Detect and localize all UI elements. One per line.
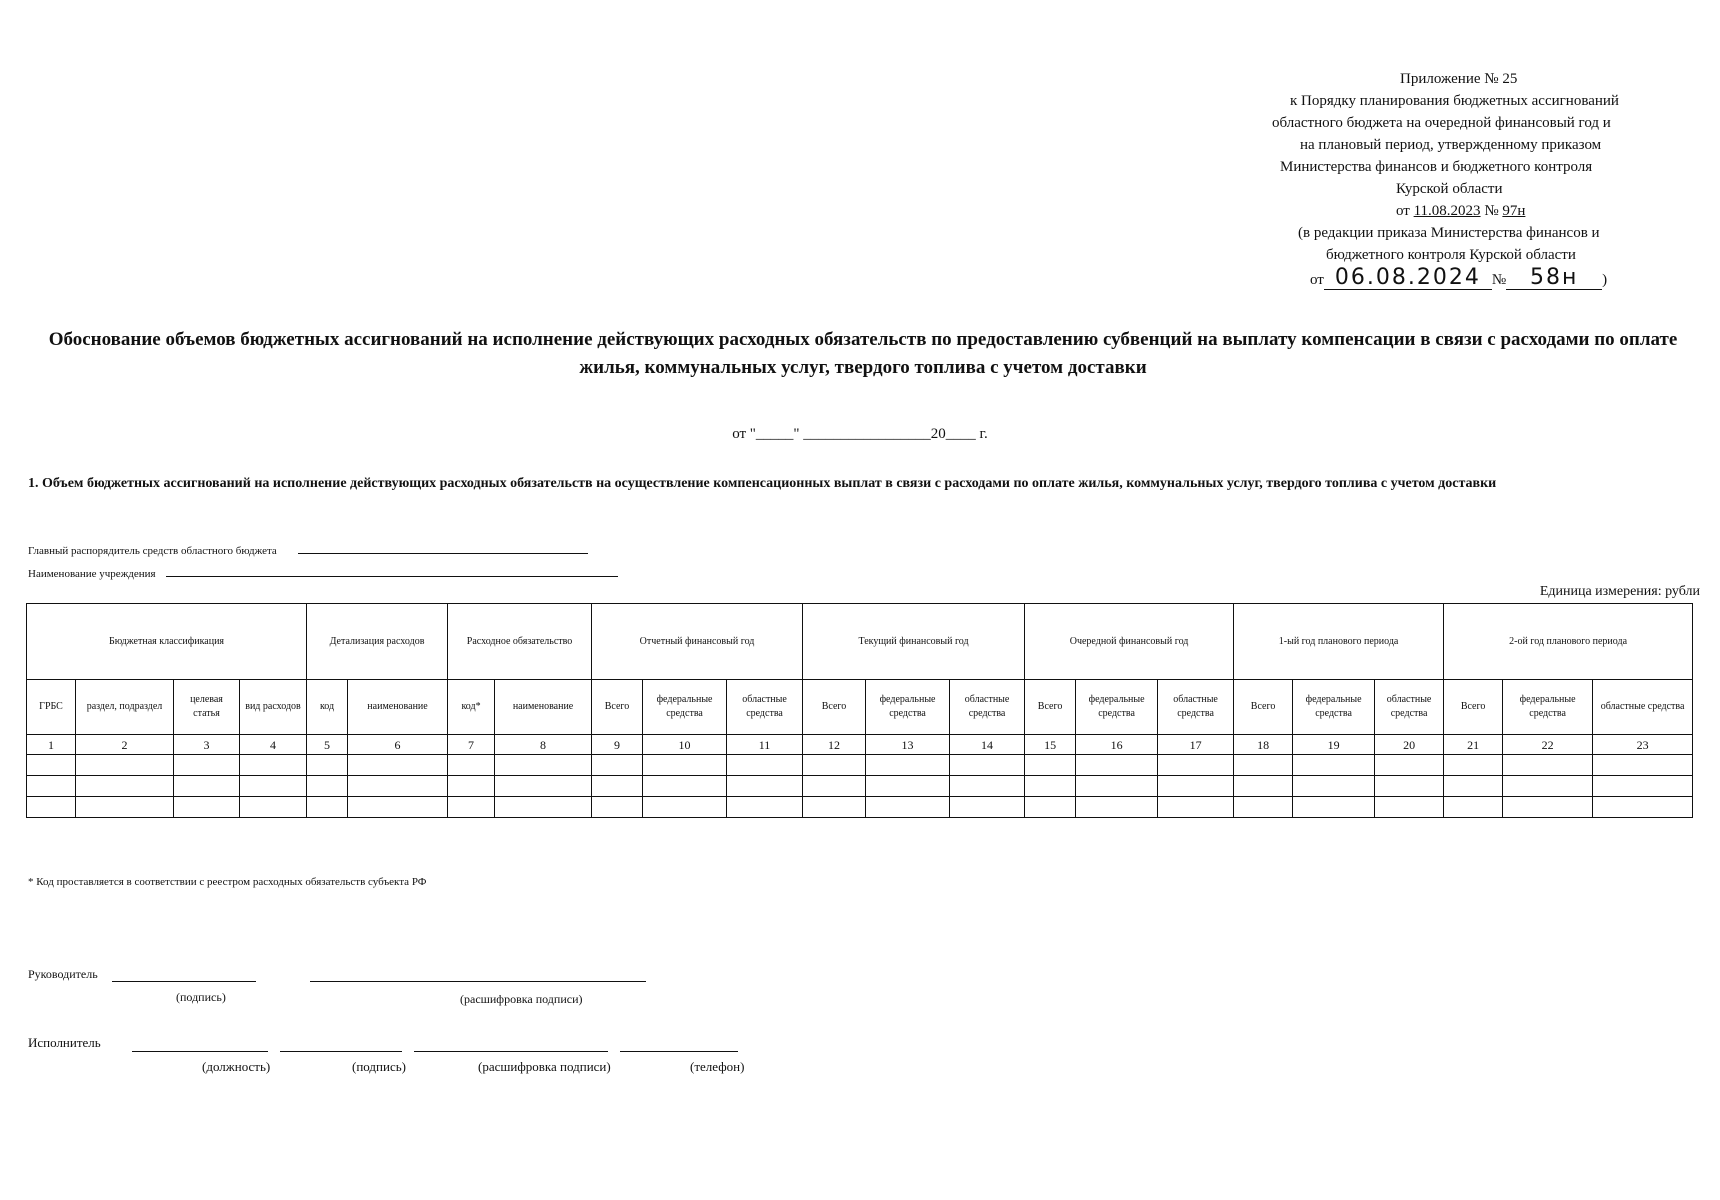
executor-position-caption: (должность) (202, 1059, 271, 1074)
table-cell[interactable] (1234, 797, 1293, 818)
sub-header: Всего (803, 680, 866, 735)
table-row[interactable] (27, 797, 1693, 818)
annex-line: Курской области (1396, 181, 1503, 197)
table-cell[interactable] (803, 755, 866, 776)
amend-no-prefix: № (1491, 272, 1507, 288)
sub-header: Всего (592, 680, 643, 735)
table-cell[interactable] (76, 776, 174, 797)
head-signature-caption: (подпись) (176, 990, 226, 1004)
table-cell[interactable] (348, 797, 448, 818)
header-plan-year-2: 2-ой год планового периода (1444, 604, 1693, 680)
table-cell[interactable] (592, 797, 643, 818)
table-cell[interactable] (27, 797, 76, 818)
section-title: 1. Объем бюджетных ассигнований на исполнение действующих расходных обязательств на осуществление компенсационных выплат в связи с расходами по оплате жилья, коммунальных услуг, твердого топлива с учетом доставки (28, 476, 1497, 491)
amendment-reference (1200, 266, 1720, 294)
amend-prefix: от (1310, 272, 1324, 288)
appropriations-table (26, 603, 1693, 818)
table-cell[interactable] (307, 776, 348, 797)
annex-line: на плановый период, утвержденному приказом (1300, 137, 1602, 153)
table-cell[interactable] (866, 776, 950, 797)
table-cell[interactable] (803, 797, 866, 818)
table-cell[interactable] (307, 755, 348, 776)
executor-signature-caption: (подпись) (352, 1059, 406, 1074)
sub-header: наименование (495, 680, 592, 735)
executor-decode-caption: (расшифровка подписи) (478, 1059, 611, 1074)
table-cell[interactable] (174, 797, 240, 818)
table-header-sub (27, 680, 1693, 735)
table-cell[interactable] (1375, 755, 1444, 776)
table-cell[interactable] (307, 797, 348, 818)
table-cell[interactable] (950, 776, 1025, 797)
header-report-year: Отчетный финансовый год (592, 604, 803, 680)
table-cell[interactable] (348, 776, 448, 797)
column-number: 2 (76, 735, 174, 755)
column-number: 15 (1025, 735, 1076, 755)
executor-decode-line[interactable] (414, 1051, 608, 1052)
annex-line: (в редакции приказа Министерства финансов и (1298, 225, 1600, 241)
sub-header: федеральные средства (1503, 680, 1593, 735)
table-cell[interactable] (1076, 755, 1158, 776)
table-cell[interactable] (1444, 797, 1503, 818)
column-number: 11 (727, 735, 803, 755)
table-cell[interactable] (1025, 755, 1076, 776)
column-number: 22 (1503, 735, 1593, 755)
order-no-prefix: № (1484, 203, 1499, 219)
table-cell[interactable] (1158, 755, 1234, 776)
table-cell[interactable] (1234, 755, 1293, 776)
header-budget-classification: Бюджетная классификация (27, 604, 307, 680)
sub-header: код* (448, 680, 495, 735)
order-number: 97н (1502, 203, 1526, 219)
sub-header: областные средства (950, 680, 1025, 735)
table-row[interactable] (27, 776, 1693, 797)
table-cell[interactable] (1293, 755, 1375, 776)
table-cell[interactable] (1076, 797, 1158, 818)
sub-header: вид расходов (240, 680, 307, 735)
table-cell[interactable] (1503, 797, 1593, 818)
table-cell[interactable] (1444, 776, 1503, 797)
executor-phone-caption: (телефон) (690, 1059, 745, 1074)
sub-header: целевая статья (174, 680, 240, 735)
header-plan-year-1: 1-ый год планового периода (1234, 604, 1444, 680)
sub-header: Всего (1444, 680, 1503, 735)
table-cell[interactable] (1293, 797, 1375, 818)
column-number: 20 (1375, 735, 1444, 755)
annex-line: к Порядку планирования бюджетных ассигнований (1290, 93, 1619, 109)
head-decode-line[interactable] (310, 981, 646, 982)
sub-header: наименование (348, 680, 448, 735)
head-label: Руководитель (28, 967, 98, 981)
header-current-year: Текущий финансовый год (803, 604, 1025, 680)
grbs-blank[interactable] (298, 543, 588, 554)
table-cell[interactable] (495, 776, 592, 797)
table-cell[interactable] (1593, 797, 1693, 818)
table-cell[interactable] (803, 776, 866, 797)
table-cell[interactable] (240, 755, 307, 776)
table-cell[interactable] (643, 776, 727, 797)
table-cell[interactable] (592, 776, 643, 797)
grbs-label: Главный распорядитель средств областного бюджета (28, 545, 277, 557)
column-number: 10 (643, 735, 727, 755)
table-cell[interactable] (643, 755, 727, 776)
column-number: 18 (1234, 735, 1293, 755)
column-number: 9 (592, 735, 643, 755)
table-cell[interactable] (1158, 776, 1234, 797)
table-cell[interactable] (495, 797, 592, 818)
sub-header: областные средства (727, 680, 803, 735)
table-cell[interactable] (643, 797, 727, 818)
table-cell[interactable] (727, 755, 803, 776)
column-number: 23 (1593, 735, 1693, 755)
table-header-groups (27, 604, 1693, 680)
sub-header: федеральные средства (643, 680, 727, 735)
table-cell[interactable] (1025, 776, 1076, 797)
table-cell[interactable] (1375, 797, 1444, 818)
annex-line: Приложение № 25 (1400, 71, 1518, 87)
sub-header: областные средства (1158, 680, 1234, 735)
column-number: 19 (1293, 735, 1375, 755)
table-cell[interactable] (1503, 776, 1593, 797)
table-cell[interactable] (495, 755, 592, 776)
institution-field (28, 566, 618, 580)
sub-header: ГРБС (27, 680, 76, 735)
column-number: 21 (1444, 735, 1503, 755)
table-cell[interactable] (1293, 776, 1375, 797)
table-cell[interactable] (76, 797, 174, 818)
table-cell[interactable] (174, 755, 240, 776)
sub-header: Всего (1234, 680, 1293, 735)
header-next-year: Очередной финансовый год (1025, 604, 1234, 680)
column-number: 12 (803, 735, 866, 755)
executor-phone-line[interactable] (620, 1051, 738, 1052)
sub-header: код (307, 680, 348, 735)
footnote: * Код проставляется в соответствии с реестром расходных обязательств субъекта РФ (28, 876, 427, 888)
table-cell[interactable] (1025, 797, 1076, 818)
document-title: Обоснование объемов бюджетных ассигнований на исполнение действующих расходных обязательств по предоставлению субвенций на выплату компенсации в связи с расходами по оплате жилья, коммунальных услуг, твердого топлива с учетом доставки (48, 329, 1678, 378)
table-cell[interactable] (448, 776, 495, 797)
table-cell[interactable] (448, 797, 495, 818)
column-number: 6 (348, 735, 448, 755)
table-cell[interactable] (1503, 755, 1593, 776)
order-date: 11.08.2023 (1413, 203, 1481, 219)
executor-position-line[interactable] (132, 1051, 268, 1052)
sub-header: Всего (1025, 680, 1076, 735)
executor-label: Исполнитель (28, 1035, 101, 1050)
table-cell[interactable] (1593, 776, 1693, 797)
annex-line: областного бюджета на очередной финансовый год и (1272, 115, 1611, 131)
column-number: 1 (27, 735, 76, 755)
annex-line: Министерства финансов и бюджетного контроля (1280, 159, 1593, 175)
head-signature-line[interactable] (112, 981, 256, 982)
sub-header: федеральные средства (1293, 680, 1375, 735)
table-cell[interactable] (1375, 776, 1444, 797)
column-number: 5 (307, 735, 348, 755)
table-cell[interactable] (27, 776, 76, 797)
sub-header: федеральные средства (866, 680, 950, 735)
annex-header (1200, 68, 1720, 294)
column-number: 7 (448, 735, 495, 755)
table-cell[interactable] (866, 797, 950, 818)
column-number: 13 (866, 735, 950, 755)
sub-header: раздел, подраздел (76, 680, 174, 735)
grbs-field (28, 543, 588, 557)
table-row[interactable] (27, 755, 1693, 776)
table-cell[interactable] (592, 755, 643, 776)
table-cell[interactable] (950, 797, 1025, 818)
table-cell[interactable] (348, 755, 448, 776)
table-cell[interactable] (727, 776, 803, 797)
head-decode-caption: (расшифровка подписи) (460, 992, 583, 1006)
column-number: 3 (174, 735, 240, 755)
institution-label: Наименование учреждения (28, 568, 156, 580)
column-number: 16 (1076, 735, 1158, 755)
unit-of-measure: Единица измерения: рубли (1539, 584, 1700, 599)
institution-blank[interactable] (166, 566, 618, 577)
header-obligation: Расходное обязательство (448, 604, 592, 680)
order-reference (1200, 200, 1720, 222)
column-number: 8 (495, 735, 592, 755)
amend-number: 58н (1506, 267, 1602, 290)
amend-close: ) (1602, 272, 1608, 288)
annex-line: бюджетного контроля Курской области (1326, 247, 1576, 263)
order-prefix: от (1396, 203, 1410, 219)
sub-header: федеральные средства (1076, 680, 1158, 735)
sub-header: областные средства (1593, 680, 1693, 735)
table-cell[interactable] (1234, 776, 1293, 797)
table-cell[interactable] (1158, 797, 1234, 818)
table-cell[interactable] (448, 755, 495, 776)
column-number: 4 (240, 735, 307, 755)
table-cell[interactable] (27, 755, 76, 776)
table-cell[interactable] (1593, 755, 1693, 776)
table-cell[interactable] (240, 776, 307, 797)
table-cell[interactable] (174, 776, 240, 797)
table-cell[interactable] (950, 755, 1025, 776)
header-expense-detail: Детализация расходов (307, 604, 448, 680)
table-cell[interactable] (1076, 776, 1158, 797)
executor-signature-line[interactable] (280, 1051, 402, 1052)
table-cell[interactable] (866, 755, 950, 776)
column-number: 14 (950, 735, 1025, 755)
column-numbers-row (27, 735, 1693, 755)
table-cell[interactable] (240, 797, 307, 818)
amend-date: 06.08.2024 (1324, 267, 1492, 290)
sub-header: областные средства (1375, 680, 1444, 735)
table-cell[interactable] (727, 797, 803, 818)
document-date-line: от "_____" _________________20____ г. (732, 426, 988, 442)
column-number: 17 (1158, 735, 1234, 755)
table-cell[interactable] (1444, 755, 1503, 776)
table-cell[interactable] (76, 755, 174, 776)
